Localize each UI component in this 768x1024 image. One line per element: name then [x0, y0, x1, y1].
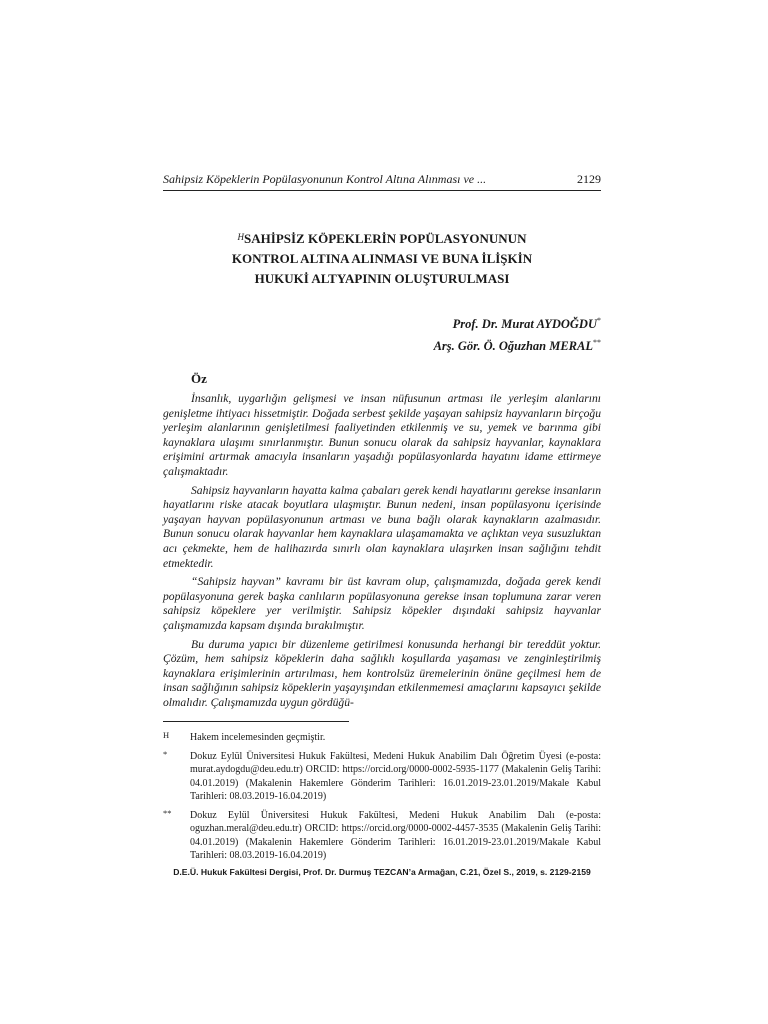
footnote-text: Dokuz Eylül Üniversitesi Hukuk Fakültesi, Medeni Hukuk Anabilim Dalı (e-posta: oguzhan.meral@deu.edu.tr) ORCID: https://orcid.org/0000-0002-4457-3535 (Makalenin Geliş Tarihi: 04.01.2019) (Makalenin Hakemlere Gönderim Tarihleri: 16.01.2019-23.01.2019/Makale Kabul Tarihleri: 08.03.2019-16.04.2019) — [190, 809, 601, 861]
title-line-1 — [163, 229, 601, 249]
header-divider — [163, 190, 601, 191]
author-2 — [434, 338, 601, 354]
footnote-marker: * — [163, 748, 168, 759]
abstract-heading: Öz — [191, 371, 207, 386]
journal-citation-footer: D.E.Ü. Hukuk Fakültesi Dergisi, Prof. Dr. Durmuş TEZCAN’a Armağan, C.21, Özel S., 2019, s. 2129-2159 — [173, 867, 591, 877]
title-line-3: HUKUKİ ALTYAPININ OLUŞTURULMASI — [254, 271, 510, 286]
title-line-2: KONTROL ALTINA ALINMASI VE BUNA İLİŞKİN — [231, 251, 533, 266]
footnote-author-2 — [163, 809, 601, 863]
title-footnote-marker: H — [237, 232, 245, 242]
abstract-paragraph-3: “Sahipsiz hayvan” kavramı bir üst kavram olup, çalışmamızda, doğada gerek kendi popülasyonuna gerek başka canlıların popülasyonuna gerekse insan toplumuna zarar veren sahipsiz köpeklere yer verilmiştir. Sahipsiz köpekler dışındaki sahipsiz hayvanlar çalışmamızda kapsam dışında bırakılmıştır. — [163, 575, 601, 632]
author-1 — [453, 316, 601, 332]
footnote-divider — [163, 721, 349, 722]
article-title — [163, 229, 601, 289]
abstract-paragraph-2: Sahipsiz hayvanların hayatta kalma çabaları gerek kendi hayatlarını gerekse insanların hayatlarını riske atacak boyutlara ulaşmıştır. Bunun nedeni, insan popülasyonu içerisinde yaşayan hayvan popülasyonunun artması ve buna bağlı olarak kaynakların azalmasıdır. Bunun sonucu olarak hayvanlar hem kaynaklara ulaşamamakta ve açlıktan veya susuzluktan acı çekmekte, hem de halihazırda sınırlı olan kaynaklara ulaşırken insan sağlığını tehdit etmektedir. — [163, 483, 601, 570]
abstract-body — [163, 392, 601, 714]
footnote-marker: ** — [163, 807, 172, 818]
title-text-1: SAHİPSİZ KÖPEKLERİN POPÜLASYONUNUN — [244, 231, 527, 246]
footnote-text: Dokuz Eylül Üniversitesi Hukuk Fakültesi, Medeni Hukuk Anabilim Dalı Öğretim Üyesi (e-posta: murat.aydogdu@deu.edu.tr) ORCID: https://orcid.org/0000-0002-5935-1177 (Makalenin Geliş Tarihi: 04.01.2019) (Makalenin Hakemlere Gönderim Tarihleri: 16.01.2019-23.01.2019/Makale Kabul Tarihleri: 08.03.2019-16.04.2019) — [190, 750, 601, 802]
running-header — [163, 172, 601, 187]
author-1-marker: * — [597, 316, 601, 325]
abstract-paragraph-4: Bu duruma yapıcı bir düzenleme getirilmesi konusunda herhangi bir tereddüt yoktur. Çözüm, hem sahipsiz köpeklerin daha sağlıklı koşullarda yaşaması ve zenginleştirilmiş kaynaklara erişimlerinin artırılması, hem kontrolsüz üremelerinin önüne geçilmesi hem de insan sağlığının sahipsiz köpeklerin yaşayışından etkilenmemesi amaçlarını kapsayıcı şekilde olmalıdır. Çalışmamızda uygun gördüğü- — [163, 637, 601, 709]
footnote-marker: H — [163, 730, 170, 740]
footnote-review — [163, 731, 601, 745]
footnotes — [163, 731, 601, 868]
running-header-title: Sahipsiz Köpeklerin Popülasyonunun Kontrol Altına Alınması ve ... — [163, 172, 487, 186]
footnote-author-1 — [163, 750, 601, 804]
author-2-name: Arş. Gör. Ö. Oğuzhan MERAL — [433, 339, 593, 353]
author-2-marker: ** — [593, 338, 601, 347]
abstract-paragraph-1: İnsanlık, uygarlığın gelişmesi ve insan nüfusunun artması ile yerleşim alanlarını genişletme ihtiyacı hissetmiştir. Doğada serbest şekilde yaşayan sahipsiz hayvanların birçoğu yerleşim alanlarının genişletilmesi faaliyetinden etkilenmiş ve su, yemek ve barınma gibi kaynaklara ulaşımı sınırlanmıştır. Bunun sonucu olarak da sahipsiz hayvanlar, kaynaklara erişimini artırmak amacıyla insanların yaşadığı popülasyonlarda hayatını idame ettirmeye çalışmaktadır. — [163, 392, 601, 478]
page-number: 2129 — [577, 172, 601, 186]
footnote-text: Hakem incelemesinden geçmiştir. — [190, 732, 326, 743]
author-1-name: Prof. Dr. Murat AYDOĞDU — [452, 317, 597, 331]
